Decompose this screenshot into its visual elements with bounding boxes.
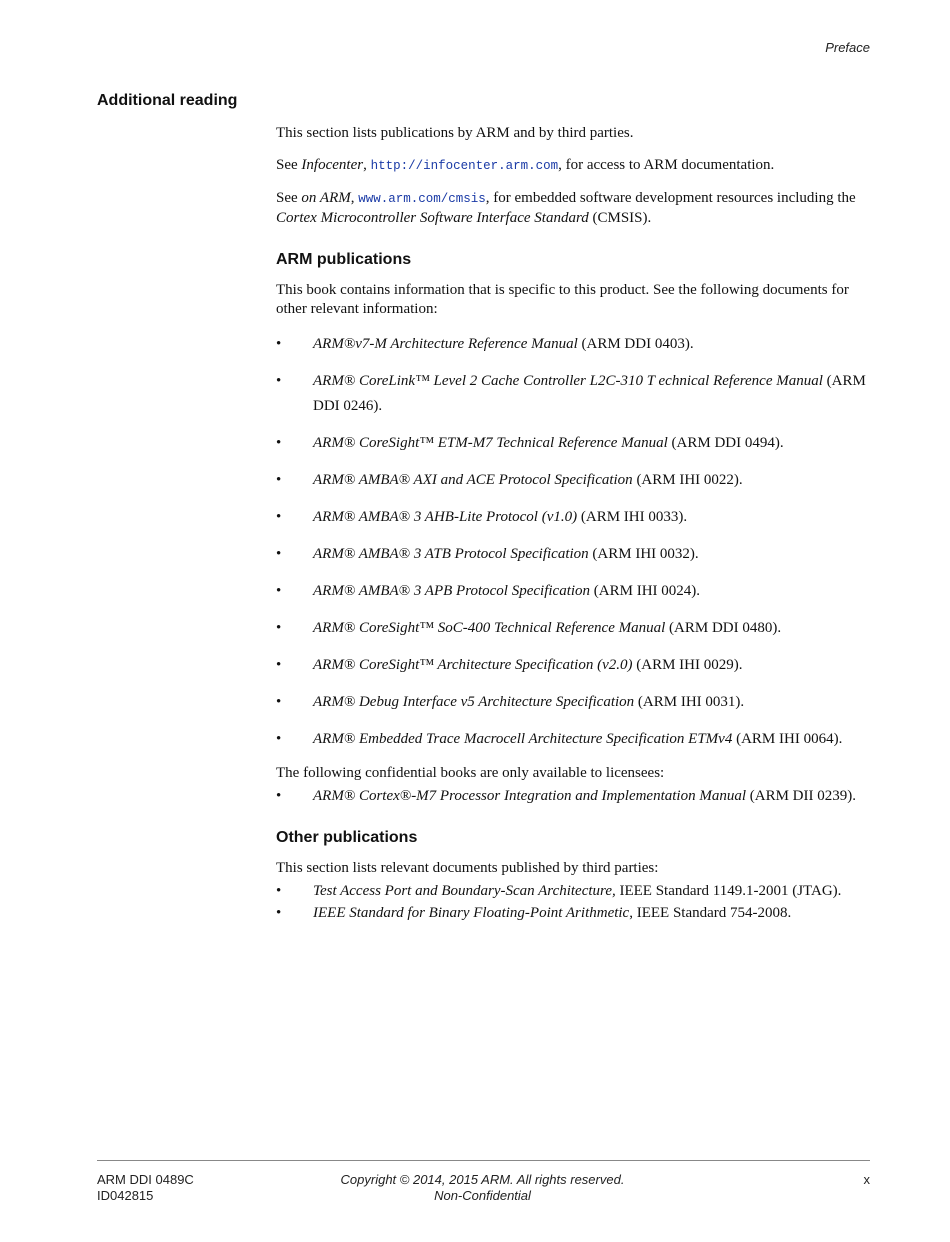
publication-title: ARM® CoreSight™ SoC-400 Technical Reference Manual (313, 620, 666, 636)
bullet-icon: • (276, 883, 282, 899)
publication-title: ARM®v7-M Architecture Reference Manual (313, 336, 578, 352)
list-item (276, 727, 876, 752)
bullet-icon: • (276, 336, 282, 352)
page-number: x (863, 1172, 870, 1187)
list-item (276, 468, 876, 493)
issue-id: ID042815 (97, 1188, 154, 1203)
cmsis-link[interactable]: www.arm.com/cmsis (358, 192, 486, 206)
list-item (276, 542, 876, 567)
bullet-icon: • (276, 472, 282, 488)
running-header: Preface (825, 40, 870, 55)
bullet-icon: • (276, 583, 282, 599)
doc-number: ARM DDI 0489C (97, 1172, 194, 1187)
page-title: Additional reading (97, 92, 238, 109)
arm-publications-list (276, 332, 876, 752)
list-item (276, 616, 876, 641)
confidential-intro: The following confidential books are only available to licensees: (276, 765, 665, 781)
publication-reference: (ARM DDI 0403). (577, 336, 694, 352)
list-item (276, 505, 876, 530)
bullet-icon: • (276, 657, 282, 673)
publication-reference: (ARM IHI 0022). (632, 472, 743, 488)
bullet-icon: • (276, 905, 282, 921)
publication-reference: (ARM DDI 0246). (313, 373, 866, 414)
infocenter-link[interactable]: http://infocenter.arm.com (370, 159, 559, 173)
publication-title: ARM® AMBA® 3 ATB Protocol Specification (313, 546, 589, 562)
publication-title: ARM® AMBA® 3 AHB-Lite Protocol (v1.0) (313, 509, 578, 525)
bullet-icon: • (276, 788, 282, 804)
footer-rule (97, 1160, 870, 1161)
footer-copyright (300, 1172, 665, 1204)
publication-title: ARM® CoreLink™ Level 2 Cache Controller L2C-310 T echnical Reference Manual (313, 373, 823, 389)
bullet-icon: • (276, 620, 282, 636)
arm-publications-intro: This book contains information that is specific to this product. See the following documents for other relevant information: (276, 282, 849, 317)
list-item (276, 579, 876, 604)
bullet-icon: • (276, 373, 282, 389)
publication-title: ARM® AMBA® 3 APB Protocol Specification (313, 583, 591, 599)
publication-title: ARM® Embedded Trace Macrocell Architecture Specification ETMv4 (313, 731, 733, 747)
list-item (276, 332, 876, 357)
bullet-icon: • (276, 546, 282, 562)
publication-title: ARM® Cortex®-M7 Processor Integration and Implementation Manual (313, 788, 747, 804)
list-item (276, 431, 876, 456)
list-item (276, 881, 876, 901)
bullet-icon: • (276, 509, 282, 525)
arm-publications-heading: ARM publications (276, 251, 412, 268)
publication-title: ARM® CoreSight™ Architecture Specification (v2.0) (313, 657, 633, 673)
publication-reference: (ARM DDI 0494). (667, 435, 784, 451)
publication-reference: (ARM IHI 0032). (588, 546, 699, 562)
publication-title: ARM® CoreSight™ ETM-M7 Technical Reference Manual (313, 435, 668, 451)
other-publications-intro: This section lists relevant documents published by third parties: (276, 860, 659, 876)
footer-doc-info (97, 1172, 194, 1204)
intro-paragraph-2: See Infocenter, http://infocenter.arm.com, for access to ARM documentation. (276, 157, 775, 173)
publication-reference: IEEE Standard 1149.1-2001 (JTAG). (615, 883, 842, 899)
bullet-icon: • (276, 435, 282, 451)
infocenter-name: Infocenter (301, 157, 364, 173)
other-publications-list (276, 881, 876, 923)
publication-reference: (ARM IHI 0033). (577, 509, 688, 525)
publication-reference: (ARM DDI 0480). (665, 620, 782, 636)
intro-paragraph-3: See on ARM, www.arm.com/cmsis, for embedded software development resources including the Cortex Microcontroller Software Interface Standard (CMSIS). (276, 190, 856, 226)
list-item (276, 653, 876, 678)
publication-reference: (ARM DII 0239). (746, 788, 857, 804)
main-content (276, 124, 876, 925)
publication-title: ARM® AMBA® AXI and ACE Protocol Specification (313, 472, 633, 488)
list-item (276, 369, 876, 419)
publication-reference: (ARM IHI 0029). (632, 657, 743, 673)
publication-reference: (ARM IHI 0064). (732, 731, 843, 747)
list-item (276, 786, 876, 806)
publication-title: IEEE Standard for Binary Floating-Point Arithmetic (313, 905, 630, 921)
publication-reference: (ARM IHI 0031). (634, 694, 745, 710)
publication-title: ARM® Debug Interface v5 Architecture Specification (313, 694, 635, 710)
copyright-text: Copyright © 2014, 2015 ARM. All rights reserved. (340, 1172, 625, 1187)
intro-paragraph-1: This section lists publications by ARM and by third parties. (276, 125, 634, 141)
confidentiality-text: Non-Confidential (434, 1188, 531, 1203)
bullet-icon: • (276, 694, 282, 710)
publication-reference: , IEEE Standard 754-2008. (629, 905, 792, 921)
publication-reference: (ARM IHI 0024). (590, 583, 701, 599)
list-item (276, 903, 876, 923)
list-item (276, 690, 876, 715)
bullet-icon: • (276, 731, 282, 747)
other-publications-heading: Other publications (276, 829, 418, 846)
publication-title: Test Access Port and Boundary-Scan Architecture, (313, 883, 616, 899)
confidential-publications-list (276, 786, 876, 806)
